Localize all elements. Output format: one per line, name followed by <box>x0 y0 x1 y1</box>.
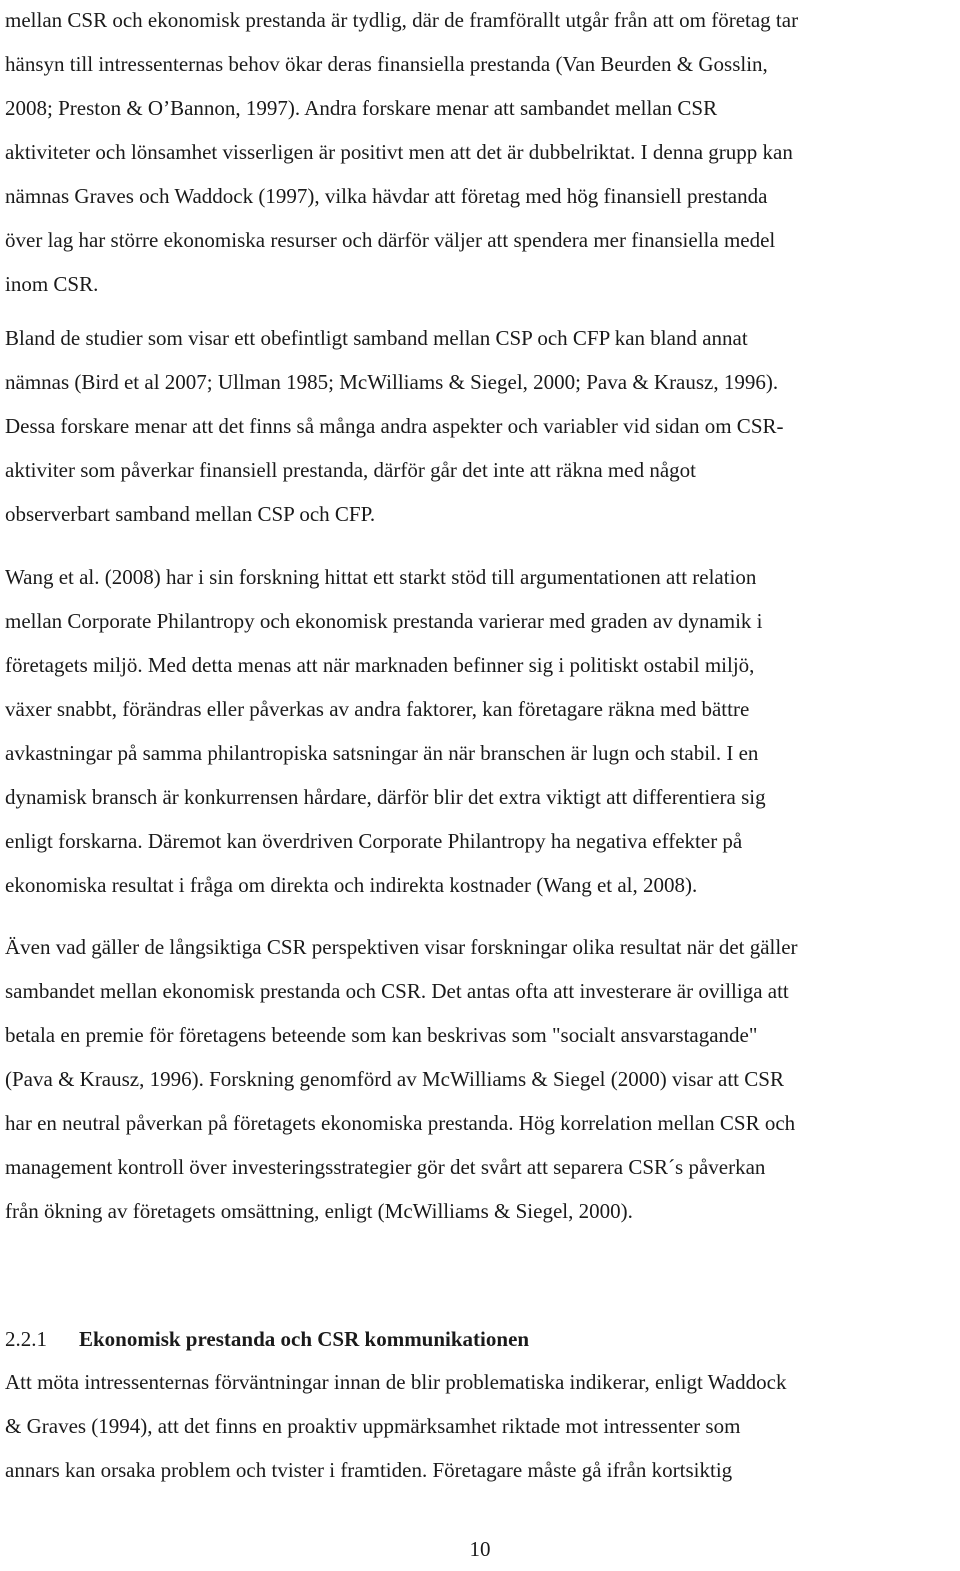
text-line: ekonomiska resultat i fråga om direkta och indirekta kostnader (Wang et al, 2008). <box>5 873 698 897</box>
text-line: avkastningar på samma philantropiska satsningar än när branschen är lugn och stabil. I en <box>5 741 759 765</box>
text-line: Wang et al. (2008) har i sin forskning hittat ett starkt stöd till argumentationen att relation <box>5 565 757 589</box>
text-line: hänsyn till intressenternas behov ökar deras finansiella prestanda (Van Beurden & Gosslin, <box>5 52 768 76</box>
text-line: Även vad gäller de långsiktiga CSR perspektiven visar forskningar olika resultat när det gäller <box>5 935 798 959</box>
text-line: aktiviteter och lönsamhet visserligen är positivt men att det är dubbelriktat. I denna grupp kan <box>5 140 793 164</box>
text-line: observerbart samband mellan CSP och CFP. <box>5 502 376 526</box>
paragraph-3 <box>5 555 766 907</box>
text-line: aktiviter som påverkar finansiell prestanda, därför går det inte att räkna med något <box>5 458 696 482</box>
text-line: företagets miljö. Med detta menas att när marknaden befinner sig i politiskt ostabil miljö, <box>5 653 755 677</box>
text-line: över lag har större ekonomiska resurser och därför väljer att spendera mer finansiella medel <box>5 228 776 252</box>
section-number: 2.2.1 <box>5 1327 47 1351</box>
text-line: växer snabbt, förändras eller påverkas av andra faktorer, kan företagare räkna med bättre <box>5 697 750 721</box>
text-line: sambandet mellan ekonomisk prestanda och CSR. Det antas ofta att investerare är ovilliga att <box>5 979 789 1003</box>
page-number: 10 <box>469 1537 491 1561</box>
section-heading <box>5 1317 529 1361</box>
text-line: Bland de studier som visar ett obefintligt samband mellan CSP och CFP kan bland annat <box>5 326 748 350</box>
text-line: mellan CSR och ekonomisk prestanda är tydlig, där de framförallt utgår från att om företag tar <box>5 8 799 32</box>
text-line: management kontroll över investeringsstrategier gör det svårt att separera CSR´s påverkan <box>5 1155 766 1179</box>
text-line: från ökning av företagets omsättning, enligt (McWilliams & Siegel, 2000). <box>5 1199 633 1223</box>
paragraph-4 <box>5 925 798 1233</box>
text-line: mellan Corporate Philantropy och ekonomisk prestanda varierar med graden av dynamik i <box>5 609 763 633</box>
text-line: & Graves (1994), att det finns en proaktiv uppmärksamhet riktade mot intressenter som <box>5 1414 741 1438</box>
text-line: annars kan orsaka problem och tvister i framtiden. Företagare måste gå ifrån kortsiktig <box>5 1458 733 1482</box>
paragraph-5 <box>5 1360 786 1492</box>
text-line: Att möta intressenternas förväntningar innan de blir problematiska indikerar, enligt Waddock <box>5 1370 787 1394</box>
text-line: har en neutral påverkan på företagets ekonomiska prestanda. Hög korrelation mellan CSR och <box>5 1111 796 1135</box>
text-line: nämnas (Bird et al 2007; Ullman 1985; McWilliams & Siegel, 2000; Pava & Krausz, 1996). <box>5 370 779 394</box>
text-line: dynamisk bransch är konkurrensen hårdare, därför blir det extra viktigt att differentiera sig <box>5 785 766 809</box>
text-line: Dessa forskare menar att det finns så många andra aspekter och variabler vid sidan om CSR- <box>5 414 784 438</box>
text-line: betala en premie för företagens beteende som kan beskrivas som "socialt ansvarstagande" <box>5 1023 758 1047</box>
text-line: inom CSR. <box>5 272 99 296</box>
paragraph-2 <box>5 316 784 536</box>
text-line: 2008; Preston & O’Bannon, 1997). Andra forskare menar att sambandet mellan CSR <box>5 96 718 120</box>
section-title: Ekonomisk prestanda och CSR kommunikationen <box>79 1327 530 1351</box>
paragraph-1 <box>5 0 798 306</box>
text-line: nämnas Graves och Waddock (1997), vilka hävdar att företag med hög finansiell prestanda <box>5 184 768 208</box>
text-line: (Pava & Krausz, 1996). Forskning genomförd av McWilliams & Siegel (2000) visar att CSR <box>5 1067 784 1091</box>
text-line: enligt forskarna. Däremot kan överdriven Corporate Philantropy ha negativa effekter på <box>5 829 743 853</box>
